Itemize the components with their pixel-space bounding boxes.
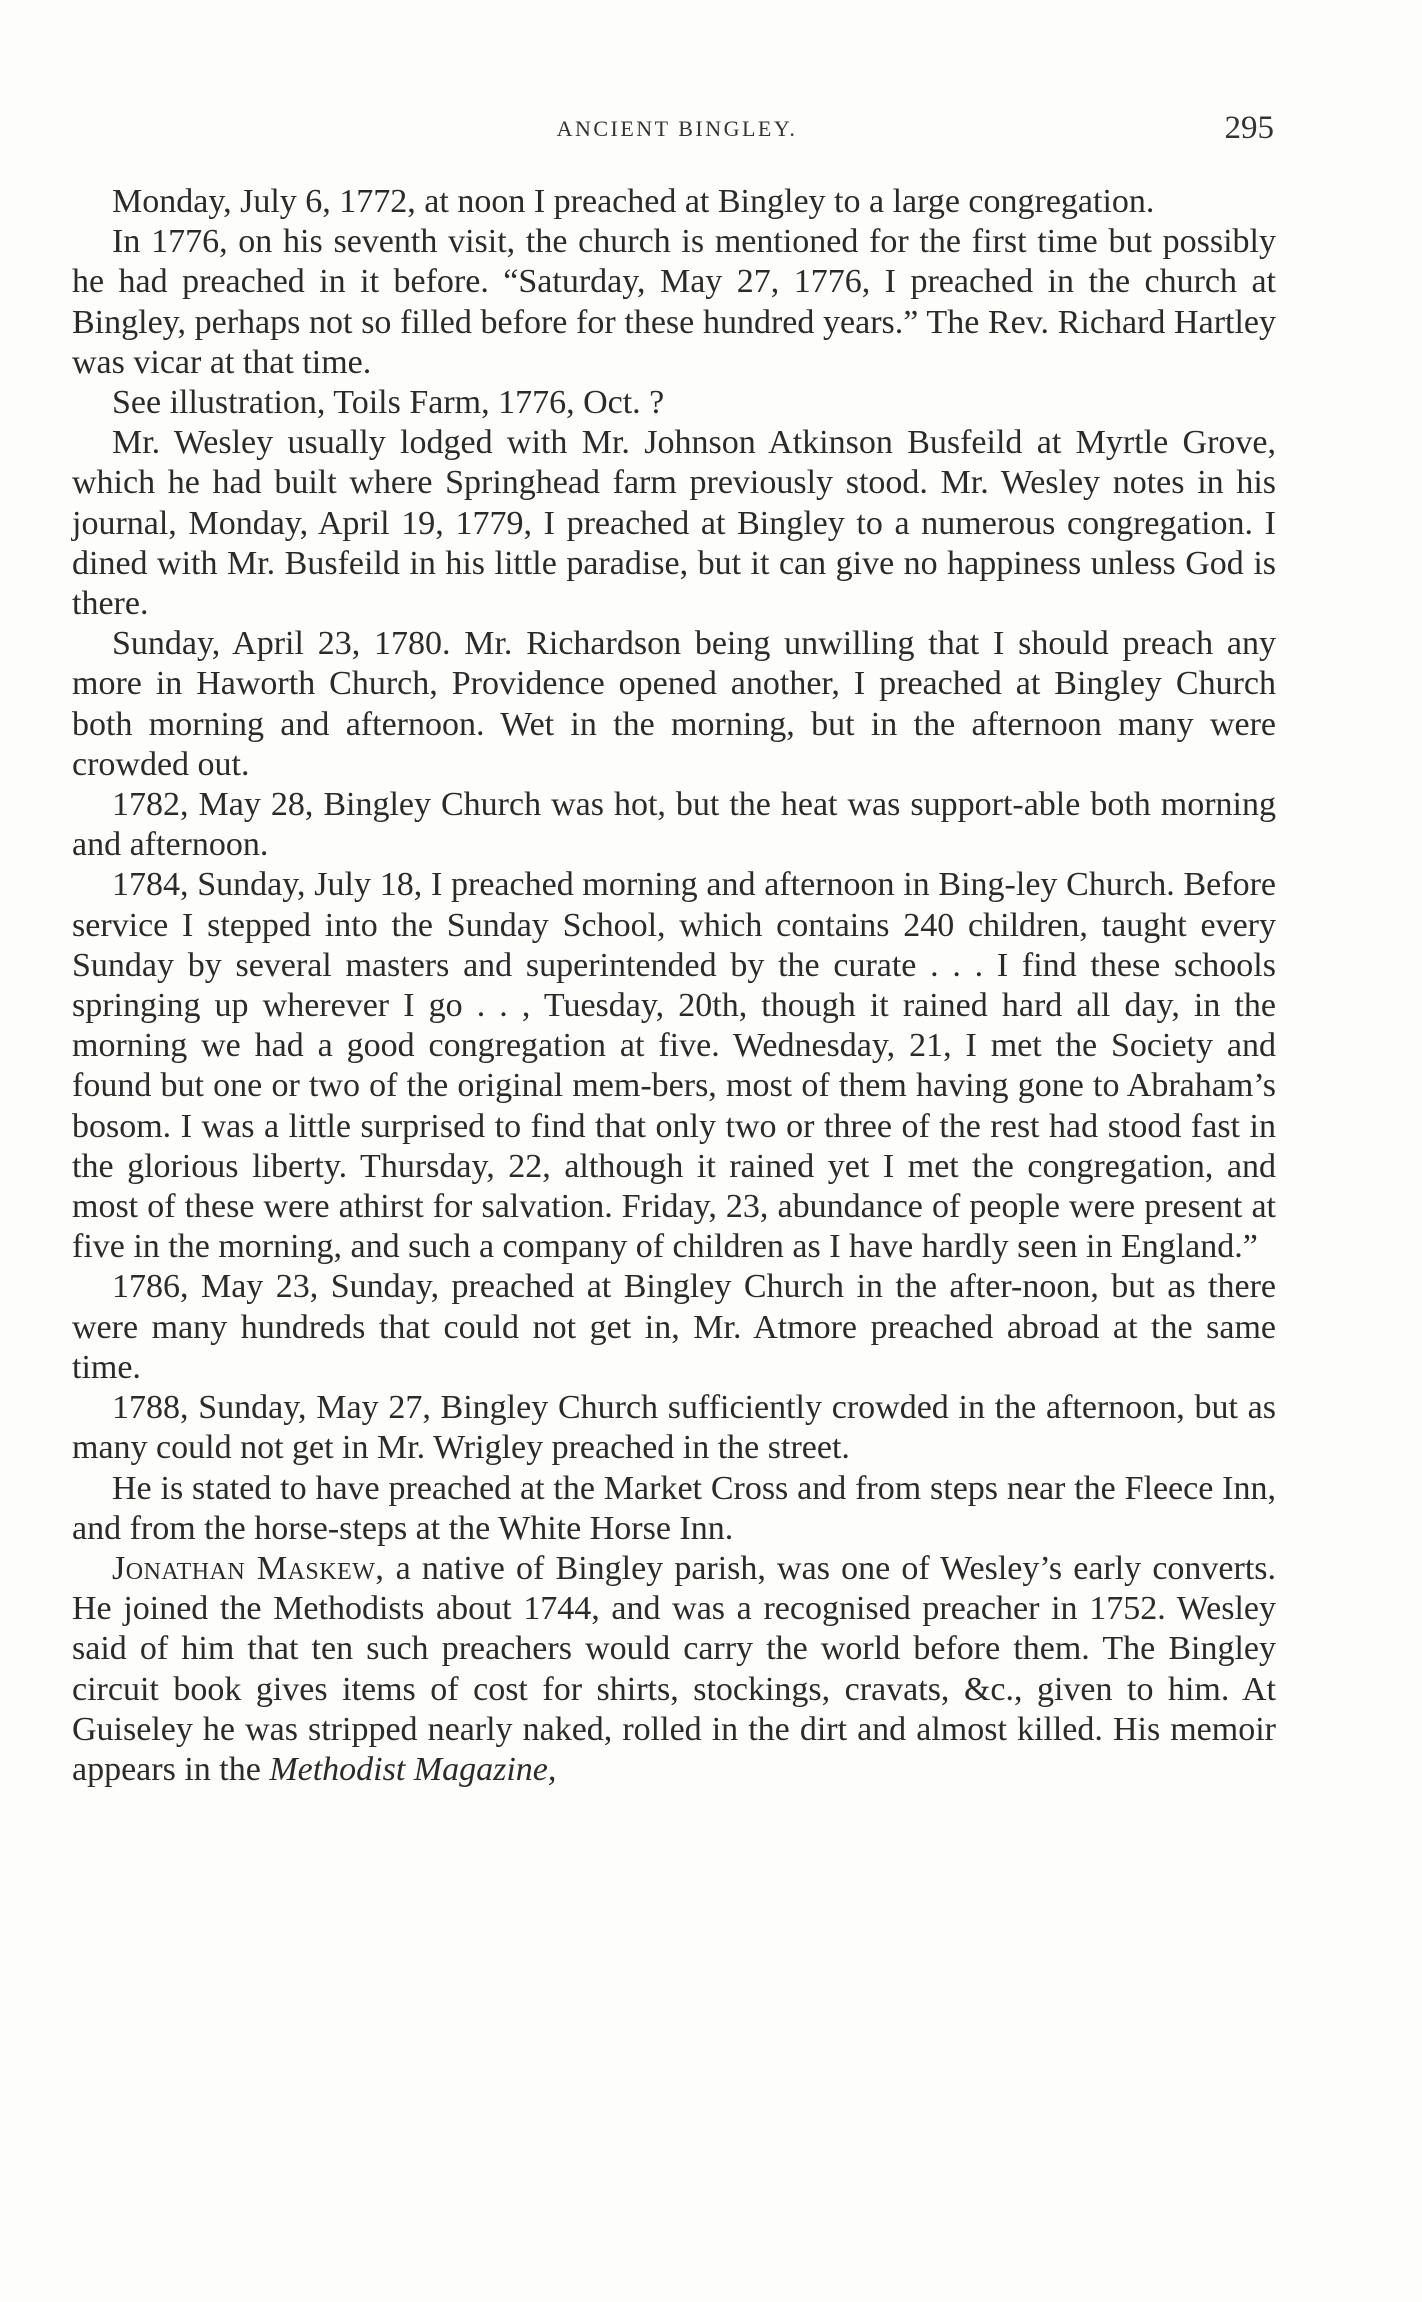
paragraph-5: Sunday, April 23, 1780. Mr. Richardson being unwilling that I should preach any more in Haworth Church, Providence opened another, I preached at Bingley Church both morning and afternoon. Wet in the morning, but in the afternoon many were crowded out. [72, 625, 1276, 783]
page-number: 295 [1224, 110, 1274, 146]
paragraph-11 [72, 1549, 1276, 1790]
paragraph-9: 1788, Sunday, May 27, Bingley Church sufficiently crowded in the afternoon, but as many could not get in Mr. Wrigley preached in the street. [72, 1389, 1276, 1467]
running-title: ANCIENT BINGLEY. [556, 116, 798, 141]
paragraph-6: 1782, May 28, Bingley Church was hot, but the heat was support-able both morning and afternoon. [72, 786, 1276, 864]
paragraph-10: He is stated to have preached at the Market Cross and from steps near the Fleece Inn, and from the horse-steps at the White Horse Inn. [72, 1469, 1276, 1547]
paragraph-4: Mr. Wesley usually lodged with Mr. Johnson Atkinson Busfeild at Myrtle Grove, which he had built where Springhead farm previously stood. Mr. Wesley notes in his journal, Monday, April 19, 1779, I preached at Bingley to a numerous congregation. I dined with Mr. Busfeild in his little paradise, but it can give no happiness unless God is there. [72, 424, 1276, 623]
paragraph-3: See illustration, Toils Farm, 1776, Oct. ? [112, 384, 665, 422]
paragraph-1: Monday, July 6, 1772, at noon I preached at Bingley to a large congregation. [112, 183, 1155, 220]
body-text [72, 182, 1276, 1790]
paragraph-7: 1784, Sunday, July 18, I preached morning and afternoon in Bing-ley Church. Before service I stepped into the Sunday School, which contains 240 children, taught every Sunday by several masters and superintended by the curate . . . I find these schools springing up wherever I go . . , Tuesday, 20th, though it rained hard all day, in the morning we had a good congregation at five. Wednesday, 21, I met the Society and found but one or two of the original mem-bers, most of them having gone to Abraham’s bosom. I was a little surprised to find that only two or three of the rest had stood fast in the glorious liberty. Thursday, 22, although it rained yet I met the congregation, and most of these were athirst for salvation. Friday, 23, abundance of people were present at five in the morning, and such a company of children as I have hardly seen in England.” [72, 866, 1276, 1266]
running-head [72, 110, 1282, 150]
magazine-title: Methodist Magazine, [269, 1750, 557, 1788]
name-smallcaps: Jonathan Maskew, [112, 1549, 385, 1587]
paragraph-11-text: a native of Bingley parish, was one of Wesley’s early converts. He joined the Methodists about 1744, and was a recognised preacher in 1752. Wesley said of him that ten such preachers would carry the world before them. The Bingley circuit book gives items of cost for shirts, stockings, cravats, &c., given to him. At Guiseley he was stripped nearly naked, rolled in the dirt and almost killed. His memoir appears in the [72, 1549, 1277, 1788]
paragraph-2: In 1776, on his seventh visit, the church is mentioned for the first time but possibly he had preached in it before. “Saturday, May 27, 1776, I preached in the church at Bingley, perhaps not so filled before for these hundred years.” The Rev. Richard Hartley was vicar at that time. [72, 223, 1276, 381]
paragraph-8: 1786, May 23, Sunday, preached at Bingley Church in the after-noon, but as there were many hundreds that could not get in, Mr. Atmore preached abroad at the same time. [72, 1268, 1276, 1386]
